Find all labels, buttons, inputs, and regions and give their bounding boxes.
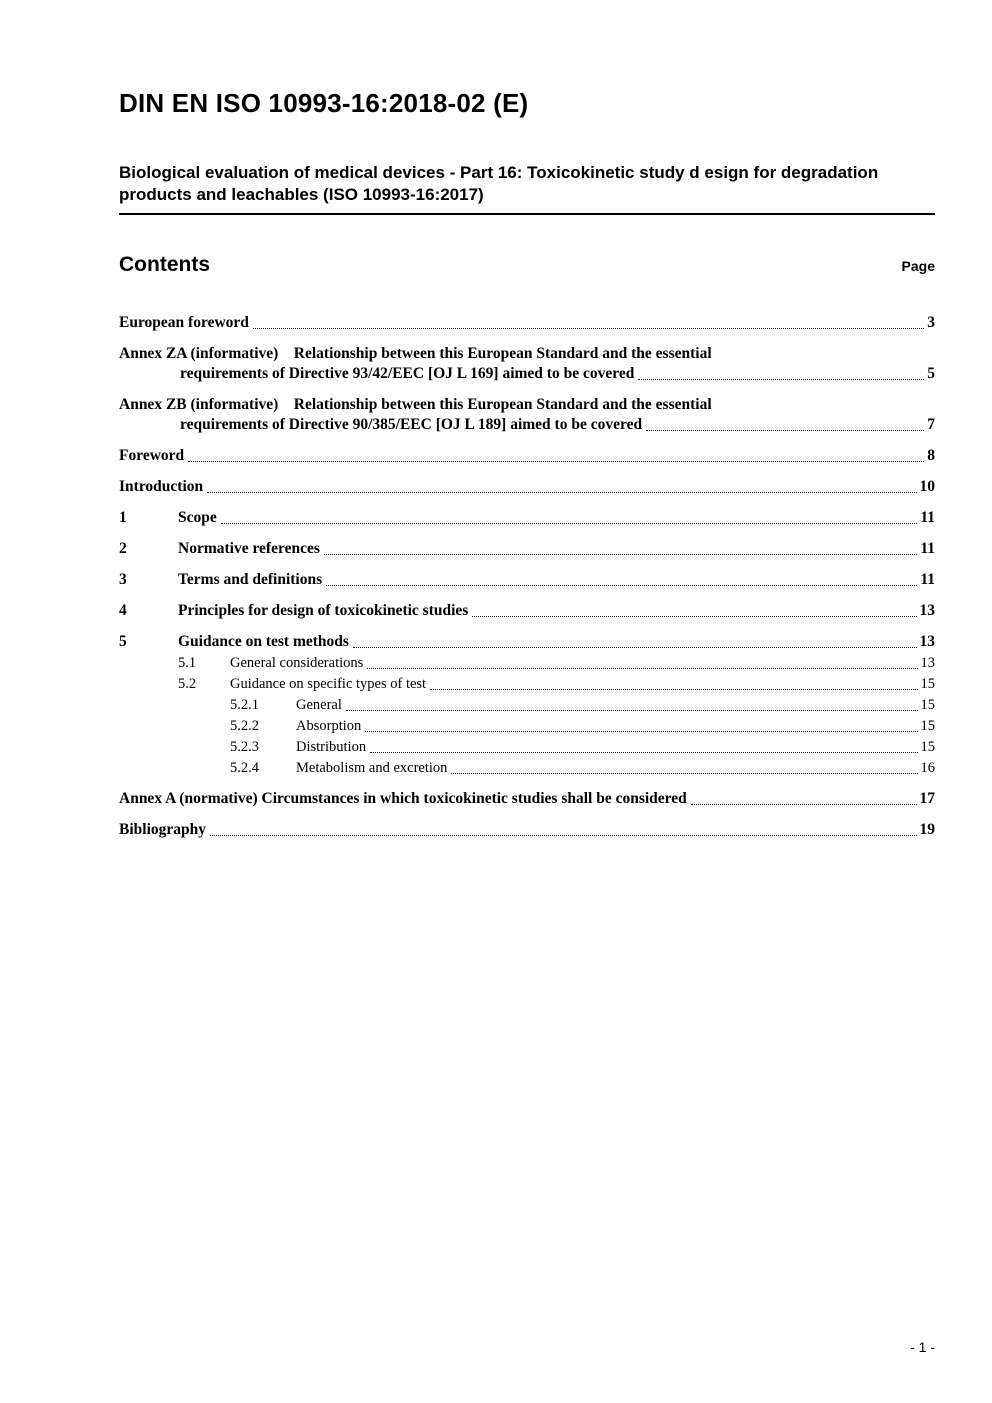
toc-entry-line (230, 738, 935, 757)
toc-entry-page: 19 (919, 821, 935, 838)
toc-entry-page: 11 (920, 509, 935, 526)
toc-entry-page: 10 (919, 478, 935, 495)
toc-entry-number: 5.2.4 (230, 760, 259, 776)
toc-entry-line (119, 477, 935, 497)
toc-entry-line (119, 820, 935, 840)
toc-entry-page: 15 (920, 739, 935, 755)
dot-leader (188, 460, 924, 462)
toc-entry (119, 759, 935, 778)
toc-entry-label: Guidance on specific types of test (230, 676, 427, 692)
toc-entry-line (119, 446, 935, 466)
document-title: Biological evaluation of medical devices - Part 16: Toxicokinetic study d esign for degradation products and leachables (ISO 10993-16:2017) (119, 162, 935, 215)
toc-entry (119, 570, 935, 590)
toc-entry-number: 3 (119, 571, 127, 588)
toc-entry (119, 539, 935, 559)
footer-page-number: - 1 - (910, 1339, 935, 1355)
toc-entry (119, 446, 935, 466)
toc-entry-number: 1 (119, 509, 127, 526)
toc-entry-page: 15 (920, 676, 935, 692)
toc-entry (119, 395, 935, 435)
toc-entry-line (230, 759, 935, 778)
dot-leader (221, 522, 918, 524)
toc-entry-number: 5.2.3 (230, 739, 259, 755)
toc-entry-label: European foreword (119, 314, 249, 331)
toc-entry (119, 313, 935, 333)
toc-entry-label: Distribution (296, 739, 367, 755)
toc-entry-page: 13 (920, 655, 935, 671)
toc-entry (119, 477, 935, 497)
toc-entry-page: 13 (919, 602, 935, 619)
dot-leader (367, 667, 917, 669)
dot-leader (210, 834, 917, 836)
toc-entry (119, 696, 935, 715)
dot-leader (451, 772, 917, 774)
toc-entry-page: 16 (920, 760, 935, 776)
toc-entry-page: 13 (919, 633, 935, 650)
dot-leader (430, 688, 917, 690)
toc-entry-number: 5 (119, 633, 127, 650)
toc-entry-label: Guidance on test methods (178, 633, 349, 650)
toc-entry (119, 508, 935, 528)
toc-entry-line (119, 539, 935, 559)
document-number-heading: DIN EN ISO 10993-16:2018-02 (E) (119, 88, 529, 118)
toc-entry-first-line: Annex ZB (informative) Relationship between this European Standard and the essential (119, 396, 712, 413)
toc-entry-number: 5.1 (178, 655, 197, 671)
toc-entry-line (119, 601, 935, 621)
dot-leader (207, 491, 916, 493)
toc-entry-line (119, 415, 935, 435)
toc-entry-label: Scope (178, 509, 217, 526)
toc-entry-label: Foreword (119, 447, 185, 464)
toc-entry-page: 15 (920, 718, 935, 734)
toc-entry-label: Introduction (119, 478, 204, 495)
toc-entry-number: 4 (119, 602, 127, 619)
toc-entry-label: Principles for design of toxicokinetic studies (178, 602, 469, 619)
toc-entry (119, 820, 935, 840)
toc-entry-page: 7 (927, 416, 935, 433)
dot-leader (353, 646, 917, 648)
toc-entry-page: 15 (920, 697, 935, 713)
toc-entry-first-line: Annex ZA (informative) Relationship between this European Standard and the essential (119, 345, 712, 362)
toc-entry-page: 17 (919, 790, 935, 807)
dot-leader (253, 327, 924, 329)
toc-entry-number: 5.2 (178, 676, 197, 692)
toc-entry (119, 717, 935, 736)
dot-leader (691, 803, 917, 805)
toc-entry-number: 2 (119, 540, 127, 557)
toc-entry-page: 11 (920, 571, 935, 588)
contents-heading: Contents (119, 253, 210, 276)
dot-leader (346, 709, 918, 711)
toc-entry-page: 5 (927, 365, 935, 382)
dot-leader (324, 553, 917, 555)
toc-entry-line (119, 789, 935, 809)
toc-entry-line (119, 570, 935, 590)
toc-entry-line (119, 313, 935, 333)
dot-leader (370, 751, 917, 753)
dot-leader (472, 615, 916, 617)
toc-entry-page: 3 (927, 314, 935, 331)
toc-entry-line (178, 675, 935, 694)
toc-entry-label: Terms and definitions (178, 571, 323, 588)
toc-entry-line (178, 654, 935, 673)
toc-entry-page: 11 (920, 540, 935, 557)
toc-entry-number: 5.2.1 (230, 697, 259, 713)
toc-entry-line (230, 717, 935, 736)
toc-entry (119, 632, 935, 652)
toc-entry (119, 675, 935, 694)
contents-header-row (119, 253, 935, 277)
toc-entry-label: Bibliography (119, 821, 206, 838)
toc-list (119, 313, 935, 840)
toc-entry (119, 601, 935, 621)
toc-entry-label: General (296, 697, 342, 713)
toc-entry-label: Annex A (normative) Circumstances in which toxicokinetic studies shall be considered (119, 790, 687, 807)
dot-leader (365, 730, 917, 732)
toc-entry (119, 344, 935, 384)
toc-entry (119, 738, 935, 757)
toc-entry-line (119, 632, 935, 652)
toc-entry-label: Metabolism and excretion (296, 760, 448, 776)
toc-entry-label: Normative references (178, 540, 320, 557)
toc-entry (119, 789, 935, 809)
toc-entry-label: Absorption (296, 718, 362, 734)
toc-entry-line (119, 508, 935, 528)
toc-entry-label: General considerations (230, 655, 364, 671)
page-column-label: Page (901, 258, 935, 274)
toc-entry-page: 8 (927, 447, 935, 464)
toc-entry-label: requirements of Directive 90/385/EEC [OJ L 189] aimed to be covered (180, 416, 643, 433)
toc-entry-line (230, 696, 935, 715)
toc-entry (119, 654, 935, 673)
dot-leader (638, 378, 924, 380)
toc-entry-line (119, 364, 935, 384)
dot-leader (646, 429, 924, 431)
dot-leader (326, 584, 917, 586)
toc-entry-number: 5.2.2 (230, 718, 259, 734)
toc-entry-label: requirements of Directive 93/42/EEC [OJ L 169] aimed to be covered (180, 365, 635, 382)
page-content (119, 0, 935, 840)
